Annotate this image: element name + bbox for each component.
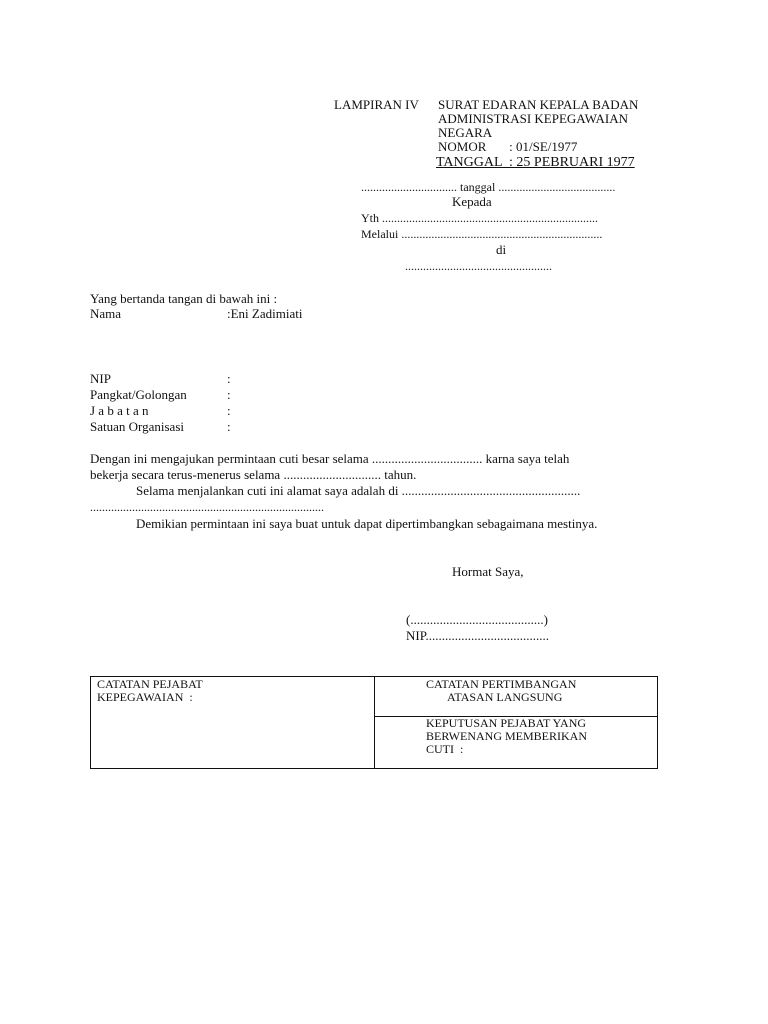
nip-colon: : xyxy=(227,371,231,386)
table-divider-vertical xyxy=(374,677,375,768)
cell-right-top-line-1: CATATAN PERTIMBANGAN xyxy=(426,677,577,691)
pangkat-label: Pangkat/Golongan xyxy=(90,387,187,402)
di-label: di xyxy=(496,242,507,257)
paragraph-2-line-2: .............................................................................. xyxy=(90,500,324,514)
cell-left-line-2: KEPEGAWAIAN : xyxy=(97,690,193,704)
satuan-label: Satuan Organisasi xyxy=(90,419,184,434)
jabatan-colon: : xyxy=(227,403,231,418)
paragraph-1-line-1: Dengan ini mengajukan permintaan cuti besar selama .................................. karna saya telah xyxy=(90,451,570,466)
header-line-1: SURAT EDARAN KEPALA BADAN xyxy=(438,97,639,112)
signature-nip-line: NIP...................................... xyxy=(406,628,550,643)
satuan-colon: : xyxy=(227,419,231,434)
header-tanggal: TANGGAL : 25 PEBRUARI 1977 xyxy=(436,155,635,170)
cell-right-bottom-line-3: CUTI : xyxy=(426,742,464,756)
cell-right-top-line-2: ATASAN LANGSUNG xyxy=(447,690,563,704)
di-line: ................................................. xyxy=(405,259,552,273)
nama-value: :Eni Zadimiati xyxy=(227,306,303,321)
cell-right-bottom-line-2: BERWENANG MEMBERIKAN xyxy=(426,729,587,743)
lampiran-label: LAMPIRAN IV xyxy=(334,97,419,112)
cell-right-bottom-line-1: KEPUTUSAN PEJABAT YANG xyxy=(426,716,587,730)
paragraph-2-line-1: Selama menjalankan cuti ini alamat saya adalah di ....................................................... xyxy=(136,483,581,498)
intro-text: Yang bertanda tangan di bawah ini : xyxy=(90,291,278,306)
notes-table xyxy=(90,676,658,769)
cell-left-line-1: CATATAN PEJABAT xyxy=(97,677,203,691)
date-line: ................................ tanggal ....................................... xyxy=(361,180,616,194)
pangkat-colon: : xyxy=(227,387,231,402)
jabatan-label: J a b a t a n xyxy=(90,403,149,418)
paragraph-1-line-2: bekerja secara terus-menerus selama .............................. tahun. xyxy=(90,467,417,482)
header-line-3: NEGARA xyxy=(438,125,493,140)
hormat-saya: Hormat Saya, xyxy=(452,564,524,579)
nama-label: Nama xyxy=(90,306,122,321)
yth-line: Yth ........................................................................ xyxy=(361,211,598,225)
kepada-label: Kepada xyxy=(452,194,492,209)
signature-name-line: (.........................................) xyxy=(406,612,548,627)
header-line-2: ADMINISTRASI KEPEGAWAIAN xyxy=(438,111,628,126)
header-nomor: NOMOR : 01/SE/1977 xyxy=(438,139,578,154)
paragraph-3: Demikian permintaan ini saya buat untuk dapat dipertimbangkan sebagaimana mestinya. xyxy=(136,516,598,531)
melalui-line: Melalui ................................................................... xyxy=(361,227,603,241)
nip-label: NIP xyxy=(90,371,111,386)
